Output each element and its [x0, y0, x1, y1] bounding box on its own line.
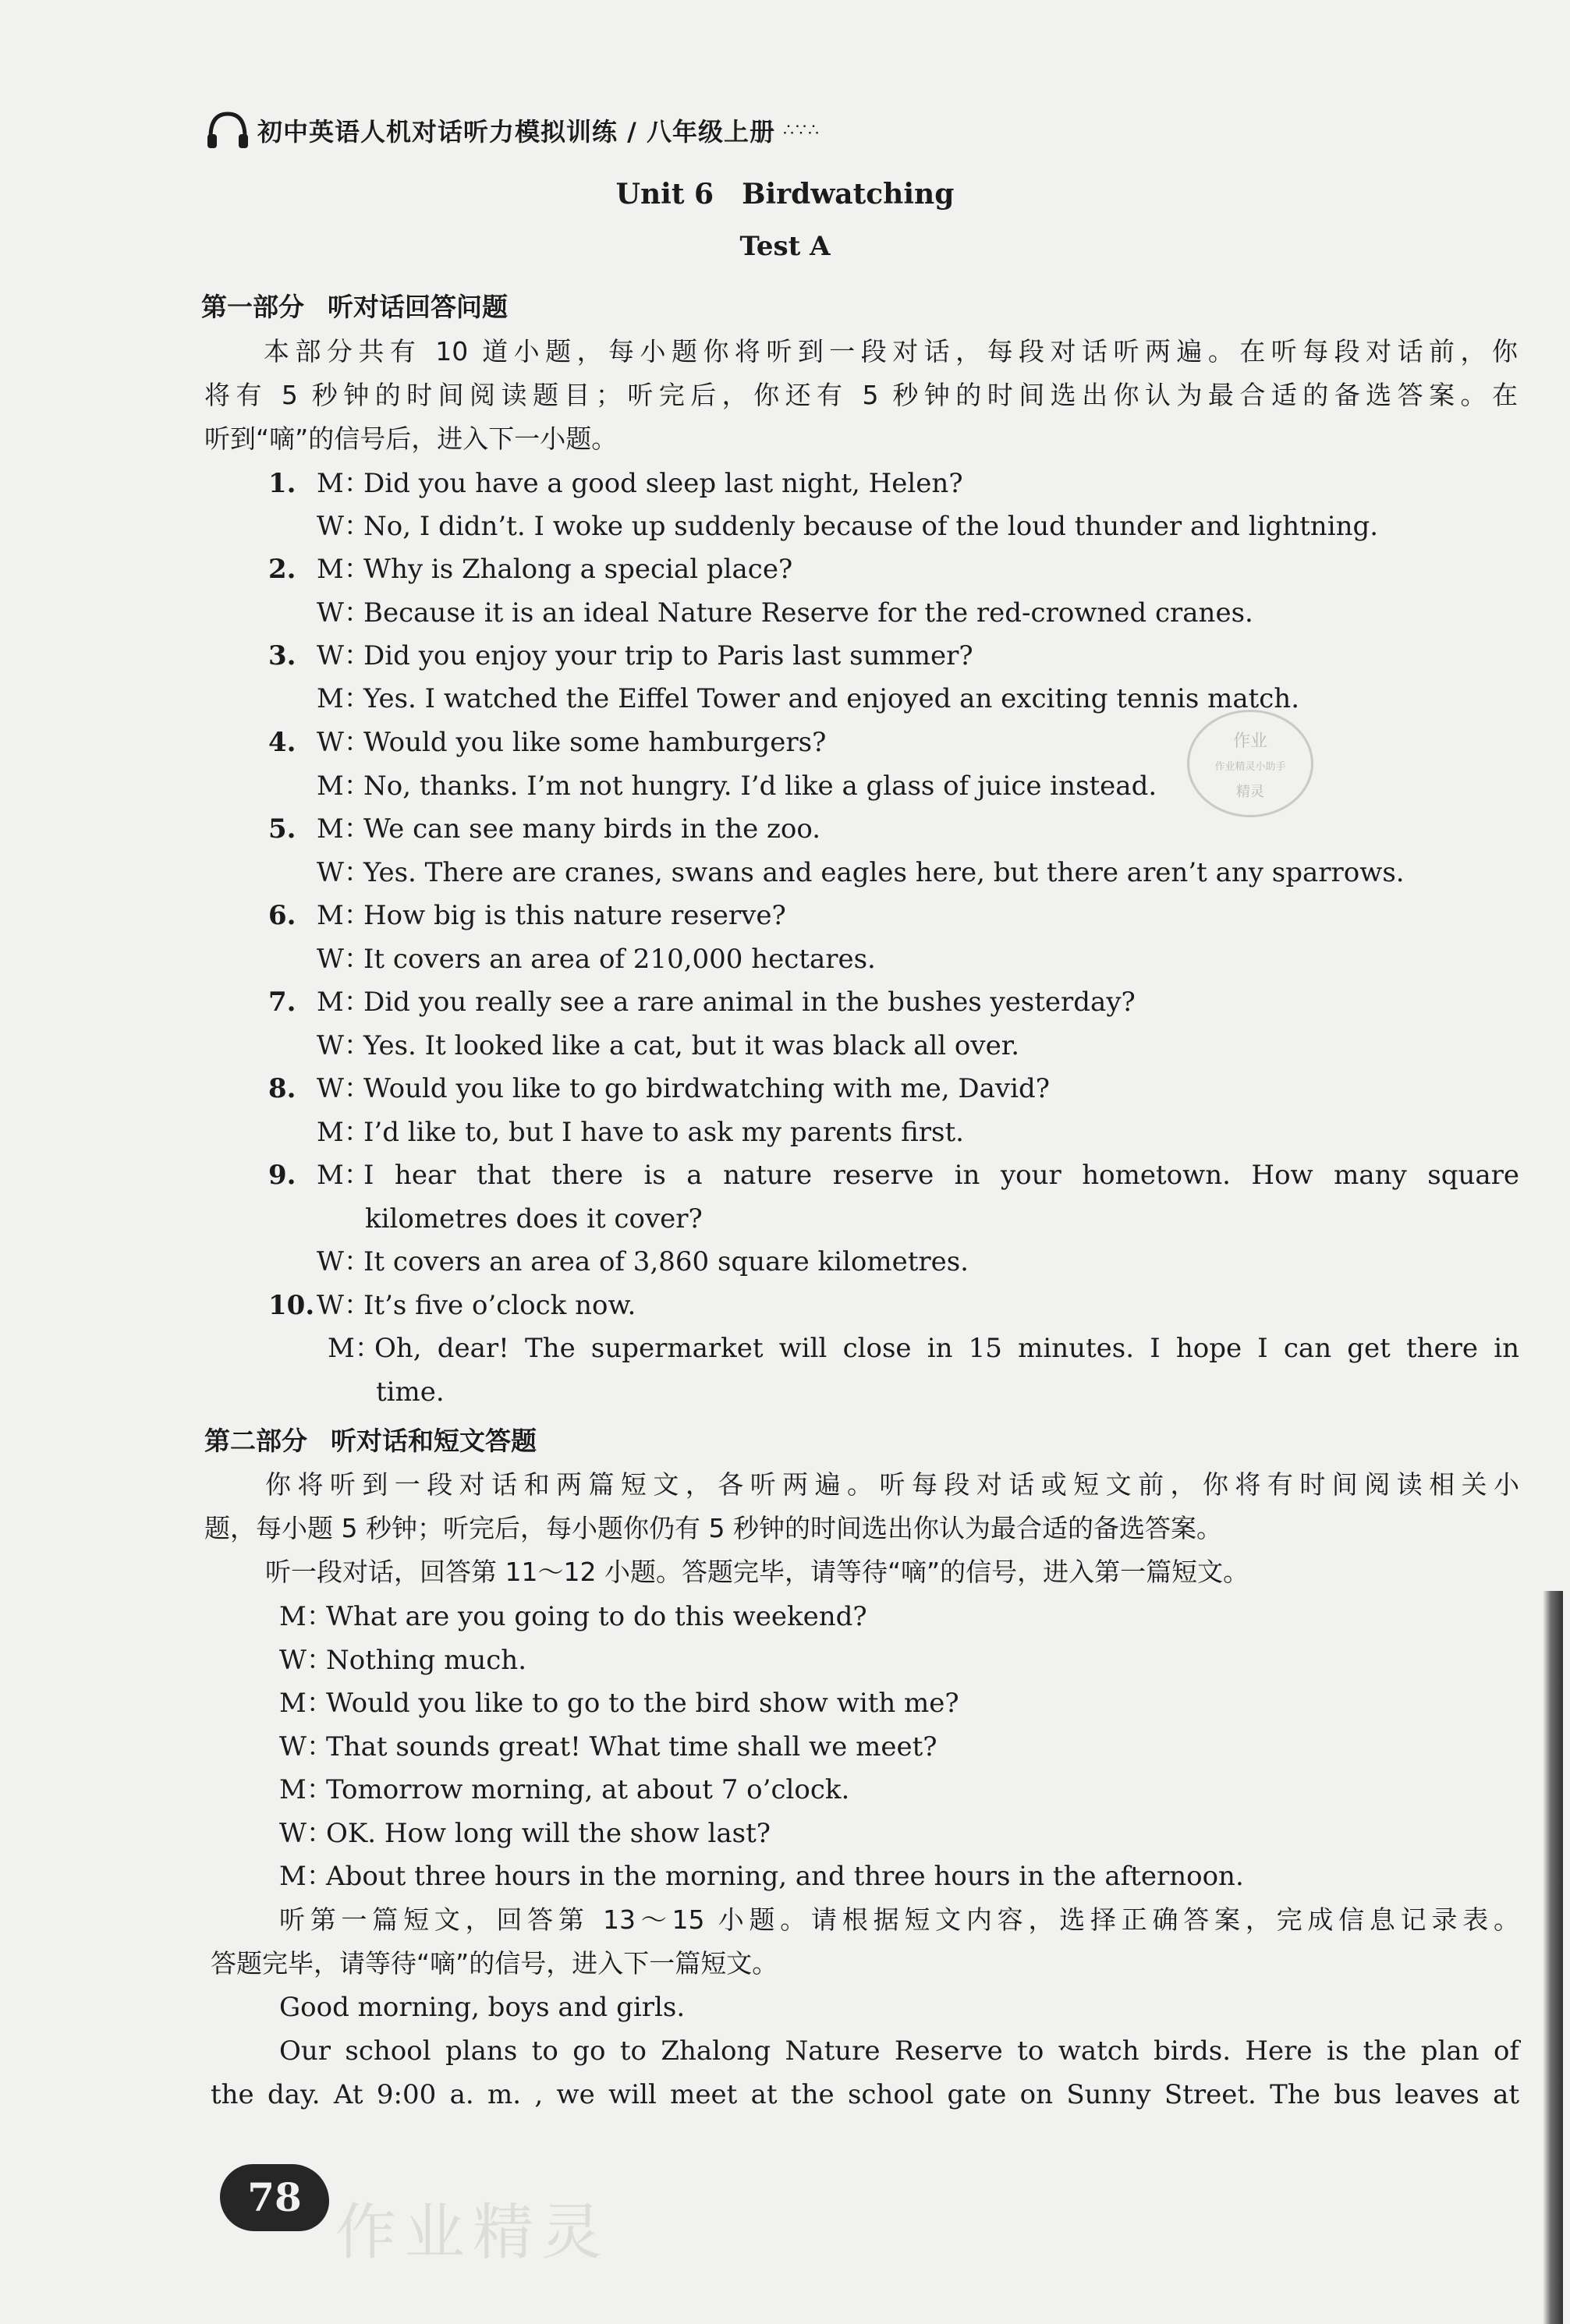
- question-number: 6.: [268, 900, 296, 931]
- dialogue-text: Nothing much.: [326, 1645, 527, 1676]
- dialogue-text: Would you like some hamburgers?: [363, 727, 827, 758]
- question-3-line-1: [268, 639, 973, 673]
- part2-subtitle: 听对话和短文答题: [331, 1426, 537, 1456]
- dialogue-text: It covers an area of 210,000 hectares.: [363, 944, 876, 975]
- dialogue-line: [279, 1686, 959, 1720]
- watermark-stamp: [1187, 710, 1313, 817]
- dialogue-text: I’d like to, but I have to ask my parents first.: [363, 1117, 964, 1148]
- question-3-line-2: [317, 682, 1299, 716]
- part2-instruction-line: 你将听到一段对话和两篇短文，各听两遍。听每段对话或短文前，你将有时间阅读相关小: [265, 1469, 1519, 1500]
- stamp-text: 精灵: [1236, 784, 1264, 800]
- question-6-line-2: [317, 942, 876, 976]
- dialogue-text: We can see many birds in the zoo.: [363, 813, 821, 845]
- question-number: 8.: [268, 1073, 296, 1104]
- dialogue-text: Because it is an ideal Nature Reserve for the red-crowned cranes.: [363, 597, 1253, 629]
- question-9-line-1: [268, 1158, 1519, 1192]
- speaker: W：: [279, 1731, 333, 1762]
- dialogue-text: Tomorrow morning, at about 7 o’clock.: [326, 1774, 850, 1805]
- speaker: M：: [317, 683, 370, 714]
- speaker: W：: [317, 727, 370, 758]
- speaker: M：: [317, 1160, 370, 1191]
- speaker: M：: [279, 1688, 333, 1719]
- speaker: W：: [279, 1645, 333, 1676]
- question-8-line-1: [268, 1072, 1050, 1106]
- question-7-line-1: [268, 985, 1136, 1019]
- speaker: M：: [317, 987, 370, 1018]
- dialogue-line: [279, 1859, 1244, 1894]
- dialogue-text: It covers an area of 3,860 square kilometres.: [363, 1246, 969, 1277]
- question-number: 7.: [268, 987, 296, 1018]
- dialogue-text: It’s five o’clock now.: [363, 1290, 636, 1321]
- unit-title: [0, 178, 1570, 211]
- speaker: M：: [317, 813, 370, 845]
- question-6-line-1: [268, 898, 786, 933]
- dialogue-text: Did you really see a rare animal in the bushes yesterday?: [363, 987, 1136, 1018]
- speaker: W：: [317, 1030, 370, 1061]
- question-10-line-1: [268, 1288, 636, 1323]
- question-5-line-1: [268, 812, 820, 846]
- question-10-line-2: [328, 1331, 1519, 1366]
- dialogue-text: About three hours in the morning, and three hours in the afternoon.: [326, 1861, 1244, 1892]
- dialogue-line: [279, 1816, 771, 1851]
- dialogue-text: Would you like to go to the bird show with me?: [326, 1688, 959, 1719]
- dialogue-text: Why is Zhalong a special place?: [363, 554, 793, 585]
- headphones-icon: [204, 109, 251, 151]
- question-number: 9.: [268, 1160, 296, 1191]
- question-10-line-2-cont: time.: [376, 1376, 445, 1408]
- dialogue-text: What are you going to do this weekend?: [326, 1601, 867, 1632]
- question-9-line-2: [317, 1245, 969, 1279]
- dialogue-text: Oh, dear! The supermarket will close in 15 minutes. I hope I can get there in: [374, 1333, 1519, 1364]
- question-1-line-1: [268, 466, 963, 501]
- dialogue-text: Did you enjoy your trip to Paris last summer?: [363, 640, 973, 671]
- speaker: M：: [317, 900, 370, 931]
- dialogue-text: How big is this nature reserve?: [363, 900, 786, 931]
- dialogue-text: No, thanks. I’m not hungry. I’d like a glass of juice instead.: [363, 771, 1157, 802]
- speaker: M：: [317, 554, 370, 585]
- stamp-text: 作业: [1232, 732, 1267, 751]
- question-number: 5.: [268, 813, 296, 845]
- question-2-line-2: [317, 596, 1253, 630]
- question-8-line-2: [317, 1115, 964, 1150]
- dialogue-intro: 听一段对话，回答第 11～12 小题。答题完毕，请等待“嘀”的信号，进入第一篇短文。: [265, 1557, 1249, 1587]
- question-number: 4.: [268, 727, 296, 758]
- dialogue-text: That sounds great! What time shall we meet?: [326, 1731, 937, 1762]
- question-number: 2.: [268, 554, 296, 585]
- speaker: W：: [317, 597, 370, 629]
- passage1-intro-line: 答题完毕，请等待“嘀”的信号，进入下一篇短文。: [211, 1948, 778, 1979]
- speaker: M：: [317, 1117, 370, 1148]
- part2-heading: [204, 1424, 537, 1458]
- dialogue-line: [279, 1643, 526, 1677]
- speaker: M：: [328, 1333, 381, 1364]
- part1-instruction-line: 听到“嘀”的信号后，进入下一小题。: [204, 423, 618, 454]
- part2-title: 第二部分: [204, 1426, 307, 1456]
- part1-title: 第一部分: [201, 292, 304, 322]
- dialogue-line: [279, 1773, 849, 1807]
- passage1-line: Good morning, boys and girls.: [279, 1992, 686, 2023]
- question-5-line-2: [317, 856, 1405, 890]
- question-number: 1.: [268, 468, 296, 499]
- question-number: 3.: [268, 640, 296, 671]
- speaker: M：: [279, 1861, 333, 1892]
- speaker: M：: [317, 771, 370, 802]
- dialogue-line: [279, 1600, 867, 1634]
- running-header: [204, 109, 820, 151]
- speaker: W：: [317, 640, 370, 671]
- passage1-line: Our school plans to go to Zhalong Nature Reserve to watch birds. Here is the plan of: [279, 2035, 1519, 2067]
- dialogue-text: Would you like to go birdwatching with me, David?: [363, 1073, 1050, 1104]
- dialogue-text: I hear that there is a nature reserve in your hometown. How many square: [363, 1160, 1519, 1191]
- speaker: M：: [279, 1601, 333, 1632]
- unit-label: Unit 6: [615, 178, 714, 211]
- part1-instruction-line: 本部分共有 10 道小题，每小题你将听到一段对话，每段对话听两遍。在听每段对话前，你: [264, 336, 1518, 367]
- speaker: W：: [279, 1818, 333, 1849]
- dialogue-text: Did you have a good sleep last night, Helen?: [363, 468, 963, 499]
- speaker: M：: [317, 468, 370, 499]
- question-4-line-1: [268, 725, 826, 760]
- dialogue-text: Yes. I watched the Eiffel Tower and enjoyed an exciting tennis match.: [363, 683, 1300, 714]
- speaker: M：: [279, 1774, 333, 1805]
- part1-instruction-line: 将有 5 秒钟的时间阅读题目；听完后，你还有 5 秒钟的时间选出你认为最合适的备选答案。在: [204, 380, 1518, 410]
- part2-instruction-line: 题，每小题 5 秒钟；听完后，每小题你仍有 5 秒钟的时间选出你认为最合适的备选答案。: [204, 1513, 1222, 1543]
- question-7-line-2: [317, 1029, 1019, 1063]
- speaker: W：: [317, 1290, 370, 1321]
- question-4-line-2: [317, 769, 1157, 803]
- speaker: W：: [317, 857, 370, 888]
- speaker: W：: [317, 1246, 370, 1277]
- page-number: 78: [220, 2164, 329, 2231]
- question-2-line-1: [268, 552, 792, 586]
- part1-heading: [201, 290, 508, 324]
- stamp-text: 作业精灵小助手: [1214, 761, 1286, 773]
- dialogue-line: [279, 1730, 937, 1764]
- dialogue-text: Yes. It looked like a cat, but it was black all over.: [363, 1030, 1020, 1061]
- speaker: W：: [317, 511, 370, 542]
- passage1-line: the day. At 9:00 a. m. , we will meet at the school gate on Sunny Street. The bus leaves at: [211, 2079, 1519, 2110]
- speaker: W：: [317, 1073, 370, 1104]
- question-1-line-2: [317, 509, 1378, 544]
- dialogue-text: OK. How long will the show last?: [326, 1818, 771, 1849]
- dialogue-text: Yes. There are cranes, swans and eagles here, but there aren’t any sparrows.: [363, 857, 1405, 888]
- test-title: Test A: [739, 231, 831, 262]
- unit-name: Birdwatching: [742, 178, 955, 211]
- footer-watermark: 作业精灵: [335, 2198, 611, 2268]
- passage1-intro-line: 听第一篇短文，回答第 13～15 小题。请根据短文内容，选择正确答案，完成信息记录表。: [279, 1904, 1519, 1935]
- question-9-line-1-cont: kilometres does it cover?: [365, 1203, 703, 1235]
- page-edge-shadow: [1543, 1591, 1563, 2324]
- part1-subtitle: 听对话回答问题: [328, 292, 508, 322]
- dialogue-text: No, I didn’t. I woke up suddenly because of the loud thunder and lightning.: [363, 511, 1379, 542]
- speaker: W：: [317, 944, 370, 975]
- header-dots: ∴∵∴: [782, 120, 820, 140]
- question-number: 10.: [268, 1290, 315, 1321]
- header-title: 初中英语人机对话听力模拟训练 / 八年级上册: [257, 117, 775, 147]
